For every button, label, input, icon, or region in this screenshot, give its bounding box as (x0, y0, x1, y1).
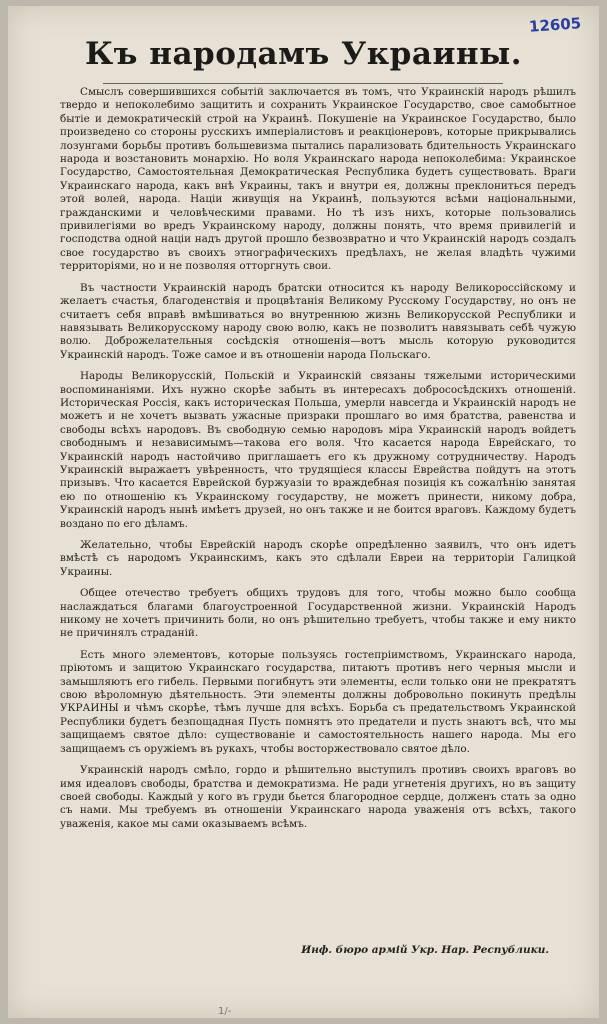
paragraph-4: Желательно, чтобы Еврейскій народъ скорѣе опредѣленно заявилъ, что онъ идетъ вмѣстѣ съ народомъ Украинскимъ, какъ это сдѣлали Евреи на территоріи Галицкой Украины. (60, 539, 576, 578)
paragraph-3: Народы Великорусскій, Польскій и Украинскій связаны тяжелыми историческими воспоминаніями. Ихъ нужно скорѣе забыть въ интересахъ добрососѣдскихъ отношеній. Историческая Россія, какъ историческая Польша, умерли навсегда и Украинскій народъ не можетъ и не хочетъ вызвать ужасные призраки прошлаго во имя братства, равенства и свободы всѣхъ народовъ. Въ свободную семью народовъ міра Украинскій народъ войдетъ свободнымъ и независимымъ—такова его воля. Что касается народа Еврейскаго, то Украинскій народъ настойчиво приглашаетъ его къ дружному сотрудничеству. Народъ Украинскій выражаетъ увѣренность, что трудящіеся классы Еврейства пойдутъ на этотъ призывъ. Что касается Еврейской буржуазіи то враждебная позиція къ сожалѣнію занятая ею по отношенію къ Украинскому государству, не можетъ принести, никому добра, Украинскій народъ нынѣ имѣетъ друзей, но онъ также и не боится враговъ. Каждому будетъ воздано по его дѣламъ. (60, 370, 576, 530)
document-body (60, 86, 576, 839)
document-title: Къ народамъ Украины. (84, 36, 522, 72)
paragraph-1: Смыслъ совершившихся событій заключается въ томъ, что Украинскій народъ рѣшилъ твердо и непоколебимо защитить и сохранить Украинское Государство, свое самобытное бытіе и демократическій строй на Украинѣ. Покушеніе на Украинское Государство, было произведено со стороны русскихъ имперіалистовъ и реакціонеровъ, которые прикрывались лозунгами борьбы противъ большевизма пытались парализовать бдительность Украинскаго народа и возстановить монархію. Но воля Украинскаго народа непоколебима: Украинское Государство, Самостоятельная Демократическая Республика будетъ существовать. Враги Украинскаго народа, какъ внѣ Украины, такъ и внутри ея, должны преклониться передъ этой волей, народа. Націи живущія на Украинѣ, пользуются всѣми національными, гражданскими и человѣческими правами. Но тѣ изъ нихъ, которые пользовались привилегіями во вредъ Украинскому народу, должны понять, что время привилегій и господства одной націи надъ другой прошло безвозвратно и что Украинскій народъ создалъ свое государство въ своихъ этнографическихъ предѣлахъ, не желая владѣть чужими территоріями, но и не позволяя отторгнуть свои. (60, 86, 576, 273)
signature: Инф. бюро армій Укр. Нар. Республики. (301, 944, 549, 956)
paragraph-6: Есть много элементовъ, которые пользуясь гостепріимствомъ, Украинскаго народа, пріютомъ и защитою Украинскаго государства, питаютъ противъ него черныя мысли и замышляютъ его гибель. Первыми погибнутъ эти элементы, если только они не прекратятъ свою вѣроломную дѣятельность. Эти элементы должны добровольно покинуть предѣлы УКРАИНЫ и чѣмъ скорѣе, тѣмъ лучше для всѣхъ. Борьба съ предательствомъ Украинской Республики будетъ безпощадная Пусть помнятъ это предатели и пусть знаютъ всѣ, что мы защищаемъ святое дѣло: существованіе и самостоятельность нашего народа. Мы его защищаемъ съ оружіемъ въ рукахъ, чтобы восторжествовало святое дѣло. (60, 648, 576, 755)
paragraph-2: Въ частности Украинскій народъ братски относится къ народу Великороссійскому и желаетъ счастья, благоденствія и процвѣтанія Великому Русскому Государству, но онъ не считаетъ себя вправѣ вмѣшиваться во внутреннюю жизнь Великорусской Республики и навязывать Великорусскому народу свою волю, какъ не позволитъ навязывать себѣ чужую волю. Доброжелательныя сосѣдскія отношенія—вотъ мысль которую руководится Украинскій народъ. Тоже самое и въ отношеніи народа Польскаго. (60, 281, 576, 361)
corner-mark: 1/- (218, 1006, 232, 1017)
archive-number-stamp: 12605 (528, 14, 582, 36)
paragraph-5: Общее отечество требуетъ общихъ трудовъ для того, чтобы можно было сообща наслаждаться благами благоустроенной Государственной жизни. Украинскій Народъ никому не хочетъ причинить боли, но онъ рѣшительно требуетъ, чтобы также и ему никто не причинялъ страданій. (60, 587, 576, 640)
title-divider (103, 83, 503, 84)
paragraph-7: Украинскій народъ смѣло, гордо и рѣшительно выступилъ противъ своихъ враговъ во имя идеаловъ свободы, братства и демократизма. Не ради угнетенія другихъ, но въ защиту своей свободы. Каждый у кого въ груди бьется благородное сердце, долженъ стать за одно съ нами. Мы требуемъ въ отношеніи Украинскаго народа уваженія отъ всѣхъ, такого уваженія, какое мы сами оказываемъ всѣмъ. (60, 764, 576, 830)
document-sheet (8, 6, 599, 1018)
